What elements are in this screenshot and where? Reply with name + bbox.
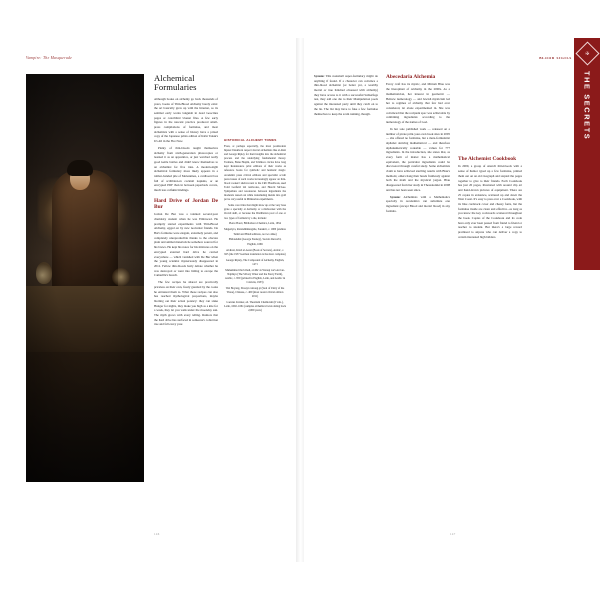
secrets-emblem-icon xyxy=(575,41,599,65)
intro-paragraph-1: Although books on alchemy go back thousands of years, books of Thin-Blood Alchemy barely exist: the art basically grew up with the Internet, so its seminal early works languish in dead Geocities pages or colorblind Usenet files. A few early figures in the nascent practice produced small-press compilations of formulae, and most alchemists with a sense of history have a prized copy of the Japanese prints edition of Kirin Tanak's It's All in the Fire Now. xyxy=(154,96,218,144)
sidebar-title: HISTORICAL ALCHEMY TOMES xyxy=(224,138,277,142)
sidebar-entry: Pierre Borel, Bibliotheca Chemica, Latin, 1654 xyxy=(229,222,281,226)
system-note-text: This nonsmall super-formulary might do anything if found. If a character can convince a thin-blood alchemist (or better yet, a wealthy mortal or true Kindred obsessed with alchemy) they have access to it with a successful Subterfuge test, they add one die to their Manipulation pools against the interested party until they catch on to the lie. The list may have to fake a few formulae themselves to keep the scam running, though. xyxy=(314,74,378,116)
emblem-glyph: ✠ xyxy=(585,50,589,56)
illustration-vignette xyxy=(26,74,144,482)
right-page xyxy=(304,38,592,562)
system-label: System: xyxy=(314,74,325,78)
left-column-a xyxy=(154,74,218,329)
sidebar-entry: Lazarus Zetzner, ed. Theatrum Chemicum (6 vols.), Latin, 1602–1661 (samples alchemical texts dating back 2,000 years) xyxy=(224,301,286,313)
sidebar-historical-alchemy-tomes xyxy=(224,134,286,315)
chapter-thumb-tab xyxy=(574,38,600,270)
system-note-paragraph xyxy=(314,74,378,116)
chapter-illustration xyxy=(26,74,144,482)
section-paragraph-1: Jordan De Bur was a talented second-year chemistry student when he was Embraced. He promptly started experiments with Thin-Blood Alchemy, egged on by new nocturnal friends. De Bur's formulae were elegant, extremely potent, and completely unreproducible thanks to the obscure plant and animal materials he somehow sourced for his brews. He kept his notes for his mixtures on the encrypted external hard drive he carried everywhere — which vanished with De Bur when the young scientist mysteriously disappeared in 2012. Fellow thin-bloods hotly debate whether he was destroyed or went into hiding to escape the Camarilla's breach. xyxy=(154,212,218,278)
right-column-c xyxy=(458,156,522,242)
right-column-a xyxy=(314,74,378,118)
section-heading-cookbook: The Alchemist Cookbook xyxy=(458,156,517,162)
sidebar-entry: Al-Razi, Kitab al-Asrar (Book of Secrets), Arabic, c. 925 (the 1937 German translation is the most complete) xyxy=(224,248,286,256)
right-column-b xyxy=(386,74,450,216)
abecedaria-paragraph-2: In her sole published work — released on a number of pirate print-your-own book sites in 2005 — she offered no formulae, but a meta-formularist alphabet deriving mathematical — and therefore alphanumerically codeable — values for 777 ingredients. In the introduction, she states that, as every form of matter has a mathematical equivalent, the particular ingredients could be discovered through careful study. Some alchemists claim to have achieved startling results with Blau's methods; others hang their heads fruitlessly against both the math and the mystical jargon. Blau disappeared from her study in Thessaloniki in 2008 and has not been seen since. xyxy=(386,126,450,192)
section-heading-abecedaria: Abecedaria Alchemia xyxy=(386,74,436,80)
cookbook-paragraph-1: In 2009, a group of Anarch thin-bloods with a sense of humor typed up a few formulae, printed them out on an old risograph and stapled the pages together to give to their friends. Each Cookbook has just 20 pages, illustrated with around clip art and hand-drawn pictures of equipment. There are 25 copies in existence, scattered up and down the West Coast. It's easy to pass over a Cookbook, with its blue cardstock cover and cheesy fonts, but the formulae inside are clean and effective...as long as you know the key cockwords scattered throughout the book. Copies of the Cookbook and its code have only ever been passed from friend to friend or teacher to student. But there's a large reward promised to anyone who can deliver a copy to certain interested high bidders. xyxy=(458,164,522,239)
folio-left: 146 xyxy=(154,532,160,536)
sidebar-entry: George Ripley, The Compound of Alchemy, English, 1471 xyxy=(225,258,285,266)
thumb-tab-label: THE SECRETS xyxy=(582,71,592,141)
left-page xyxy=(8,38,296,562)
sidebar-entry: Philotekhni (George Starkey), Secrets Reveal'd, English, 1669 xyxy=(228,238,282,246)
section-heading-hard-drive: Hard Drive of Jordan De Bur xyxy=(154,197,218,210)
abecedaria-paragraph-1: Every craft has its mystic, and Miriam Blau was the hierophant of Alchemy in the 2000s. As a mathematician, her interest in geometric — Hebrew numerology — and Jewish mysticism led her to regimes of alchemy that few had ever considered, let alone experimented in. She was convinced that the recipient spec was achievable by combining ingredients according to the numerology of the names of God. xyxy=(386,82,450,124)
sidebar-entry: Wei Boyang, Zhouyi cantong qi (Seal of Unity of the Three), Chinese, c. 400 (most recent critical edition 2011) xyxy=(225,286,285,299)
intro-paragraph-2: Plenty of thin-bloods taught themselves alchemy from sixth-generation photocopies or learned it as an apprentice, or just watched really good kettle battles and didn't know themselves to an alchemist for five tries. A modern-night alchemical formulary more likely appears in a rubber-banded pile of Moleskines, a cardboard box full of scribbled-on cocktail napkins, or an encrypted PDF than in between paperback covers, much less calfskin bindings. xyxy=(154,145,218,193)
system-label: System: xyxy=(390,194,401,199)
sidebar-note: Some core titles that might show up at the very base grate a specialty at Alchemy or a midworker with the Occult skill, or because the Distillation pool of one or two types of formula by a die, include: xyxy=(224,204,286,220)
sidebar-intro: Even, or perhaps especially, the most postmodern hipster Duskborn respect mortal alchemists like al-Razi and George Ripley for their insights into the alchemical process and the underlying fundamental theory. Tremere, Banu Haqim, and Tzimisce circles have long kept Renaissance print editions of their works as reference books for symbolic and hermetic magic. Academic press critical editions and specialist occult press issues of such works increasingly appear on thin-blood cookers' shelves next to the CRC Handbook, used Todd Garfield lab textbooks, and Harold McGee. Sympathies and resonances between ingredients the moderals teased out while transmuting metals into gold prove very useful in Mimsarian experiments. xyxy=(224,144,286,202)
page-title: Alchemical Formularies xyxy=(154,73,197,93)
abecedaria-system xyxy=(386,195,450,214)
running-head-right: BLOOD SIGILS xyxy=(539,56,572,60)
folio-right: 147 xyxy=(450,532,456,536)
sidebar-entry: Muhammad ibn Umail, al-Ma' al-Waraqi wa'l-Ard an-Najmiya (The Silvery Water and the Starry Earth), Arabic, c. 950 (printed in English, Latin, and Arabic in Calcutta, 1933) xyxy=(224,268,286,284)
sidebar-entry: Mageriyra, Ratandhimangide, Sanskrit, c. 1000 (endless Tamil and Hindi editions, no two alike) xyxy=(224,228,286,236)
section-paragraph-2: The few recipes he shared are practically priceless on their own, freely guarded by the cooks he entrusted them to. What those recipes can also has reached mythological proportions, maybe blotting out their actual potency: they can slake Hunger for nights, they make you high as a kite for a week, they let you walk under the moonday sun. The myth grows with every telling. Rumors that the hard drive has surfaced in someone's collection rise and fall every year. xyxy=(154,280,218,327)
running-head-left: Vampire: The Masquerade xyxy=(26,56,73,60)
abecedaria-system-text: Alchemists with a Mathematics specialty in Academics can substitute one ingredient (except Blood and mortal blood) in any formula. xyxy=(386,194,450,213)
